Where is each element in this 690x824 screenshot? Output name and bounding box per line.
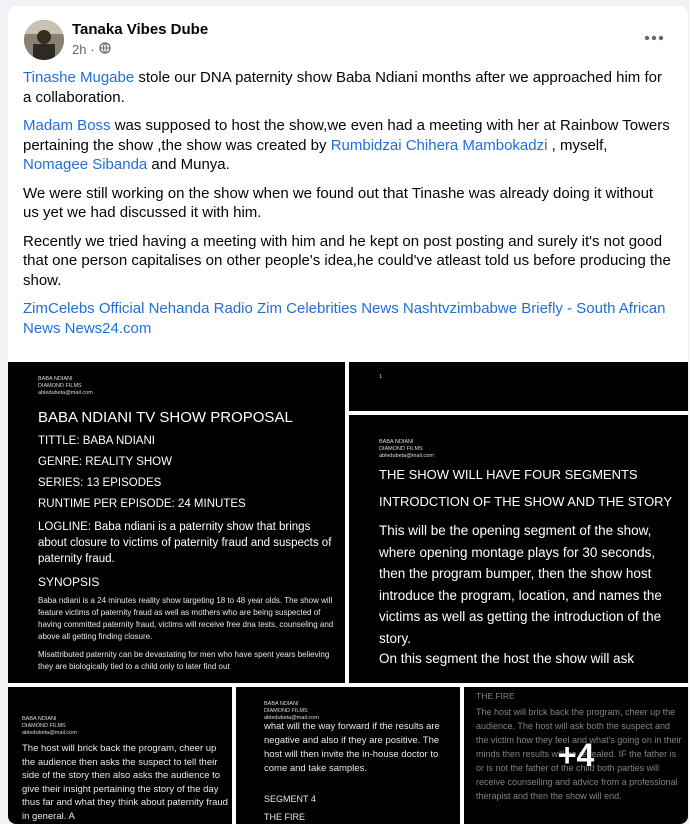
photo-3-cut: On this segment the host the show will ask [379,651,635,666]
photo-1-synopsis: Baba ndiani is a 24 minutes reality show targeting 18 to 48 year olds. The show will feature victims of paternity fraud as well as mothers who are being suspected of having committed paternity fraud, victims will receive free dna tests, counseling and above all getting finding closure. [38,596,334,641]
mention-rumbidzai[interactable]: Rumbidzai Chihera Mambokadzi [330,136,548,154]
more-options-icon[interactable] [642,26,666,50]
post-meta [72,42,111,57]
photo-1-header-3: abledubeta@mail.com [38,390,93,396]
photo-1-line-4: RUNTIME PER EPISODE: 24 MINUTES [38,498,246,510]
more-photos-overlay[interactable] [464,687,688,824]
photo-3-title: THE SHOW WILL HAVE FOUR SEGMENTS [379,467,638,482]
photo-6[interactable] [464,687,688,824]
photo-1-line-1: TITTLE: BABA NDIANI [38,435,155,447]
paragraph-3: We were still working on the show when we found out that Tinashe was already doing it without us yet we had discussed it with him. [23,184,654,221]
photo-5-header-3: abledubeta@mail.com [264,715,319,721]
photo-5[interactable] [236,687,460,824]
photo-3[interactable] [349,415,688,683]
mention-nomagee[interactable]: Nomagee Sibanda [23,156,148,173]
photo-3-header-2: DIAMOND FILMS [379,446,423,452]
photo-1[interactable] [8,362,345,683]
photo-3-subtitle: INTRODCTION OF THE SHOW AND THE STORY [379,494,673,509]
post-time[interactable]: 2h [72,42,87,57]
photo-3-body: This will be the opening segment of the show, where opening montage plays for 30 seconds, then the program bumper, then the show host introduce the program, location, and names the victims as well as getting the introduction of the story. [379,523,662,646]
globe-icon [99,42,111,57]
photo-1-title: BABA NDIANI TV SHOW PROPOSAL [38,409,293,426]
mention-madam-boss[interactable]: Madam Boss [23,117,111,134]
photo-2-mark: 1 [379,374,383,380]
photo-1-header-1: BABA NDIANI [38,376,73,382]
author-name[interactable]: Tanaka Vibes Dube [72,21,209,38]
more-photos-count: +4 [557,737,595,773]
paragraph-2-text-2: , myself, [547,136,608,154]
photo-6-top: THE FIRE [476,691,515,701]
photo-3-header-1: BABA NDIANI [379,439,414,445]
photo-grid [8,344,688,824]
mention-tinashe[interactable]: Tinashe Mugabe [23,69,135,86]
photo-4-body: The host will brick back the program, cheer up the audience then asks the suspect to tell their side of the story then also asks the audience to give their insight pertaining the story of the day thus far and what they think about paternity fraud in general. A [22,743,228,822]
photo-5-header-2: DIAMOND FILMS [264,708,308,714]
paragraph-1-text: stole our DNA paternity show Baba Ndiani months after we approached him for a collaboration. [23,69,662,106]
photo-1-line-2: GENRE: REALITY SHOW [38,456,172,468]
meta-separator: · [90,42,95,57]
paragraph-2-text-1: was supposed to host the show,we even had a meeting with her at Rainbow Towers pertaining the show ,the show was created by [23,117,670,154]
paragraph-2-text-3: and Munya. [147,156,230,173]
photo-1-line-3: SERIES: 13 EPISODES [38,477,162,489]
paragraph-1 [23,68,673,107]
paragraph-2 [23,116,673,175]
photo-1-header-2: DIAMOND FILMS [38,383,82,389]
post-card [8,6,688,824]
photo-1-synopsis-2: Misattributed paternity can be devastating for men who have spent years believing they are biologically tied to a child only to later find out [38,650,330,671]
photo-5-header-1: BABA NDIANI [264,701,299,707]
tagged-pages[interactable]: ZimCelebs Official Nehanda Radio Zim Celebrities News Nashtvzimbabwe Briefly - South African News News24.com [23,300,666,337]
photo-6-body: The host will brick back the program, cheer up the audience. The host will ask both the suspect and the victim how they feel and what's going on in their minds then results will be revealed. IF the father is or is not the father of the child both parties will receive counselling and advice from a professional therapist and then the show will end. [476,707,682,801]
photo-1-synopsis-title: SYNOPSIS [38,575,100,589]
avatar[interactable] [24,20,64,60]
post-body [23,68,673,347]
photo-5-body: what will the way forward if the results are negative and also if they are positive. The host will then invite the in-house doctor to come and take samples. [264,721,440,774]
photo-2[interactable] [349,362,688,411]
photo-3-header-3: abledubeta@mail.com [379,453,434,459]
photo-4-header-2: DIAMOND FILMS [22,723,66,729]
photo-5-segment-title: THE FIRE [264,812,306,822]
photo-4[interactable] [8,687,232,824]
photo-4-header-1: BABA NDIANI [22,716,57,722]
photo-5-segment: SEGMENT 4 [264,794,316,804]
post-header [8,6,688,68]
photo-4-header-3: abledubeta@mail.com [22,730,77,736]
photo-1-logline: LOGLINE: Baba ndiani is a paternity show that brings about closure to victims of paternity fraud and suspects of paternity fraud. [38,521,332,565]
paragraph-4: Recently we tried having a meeting with him and he kept on post posting and surely it's not good that one person capitalises on other people's idea,he could've atleast told us before producing the show. [23,232,671,289]
